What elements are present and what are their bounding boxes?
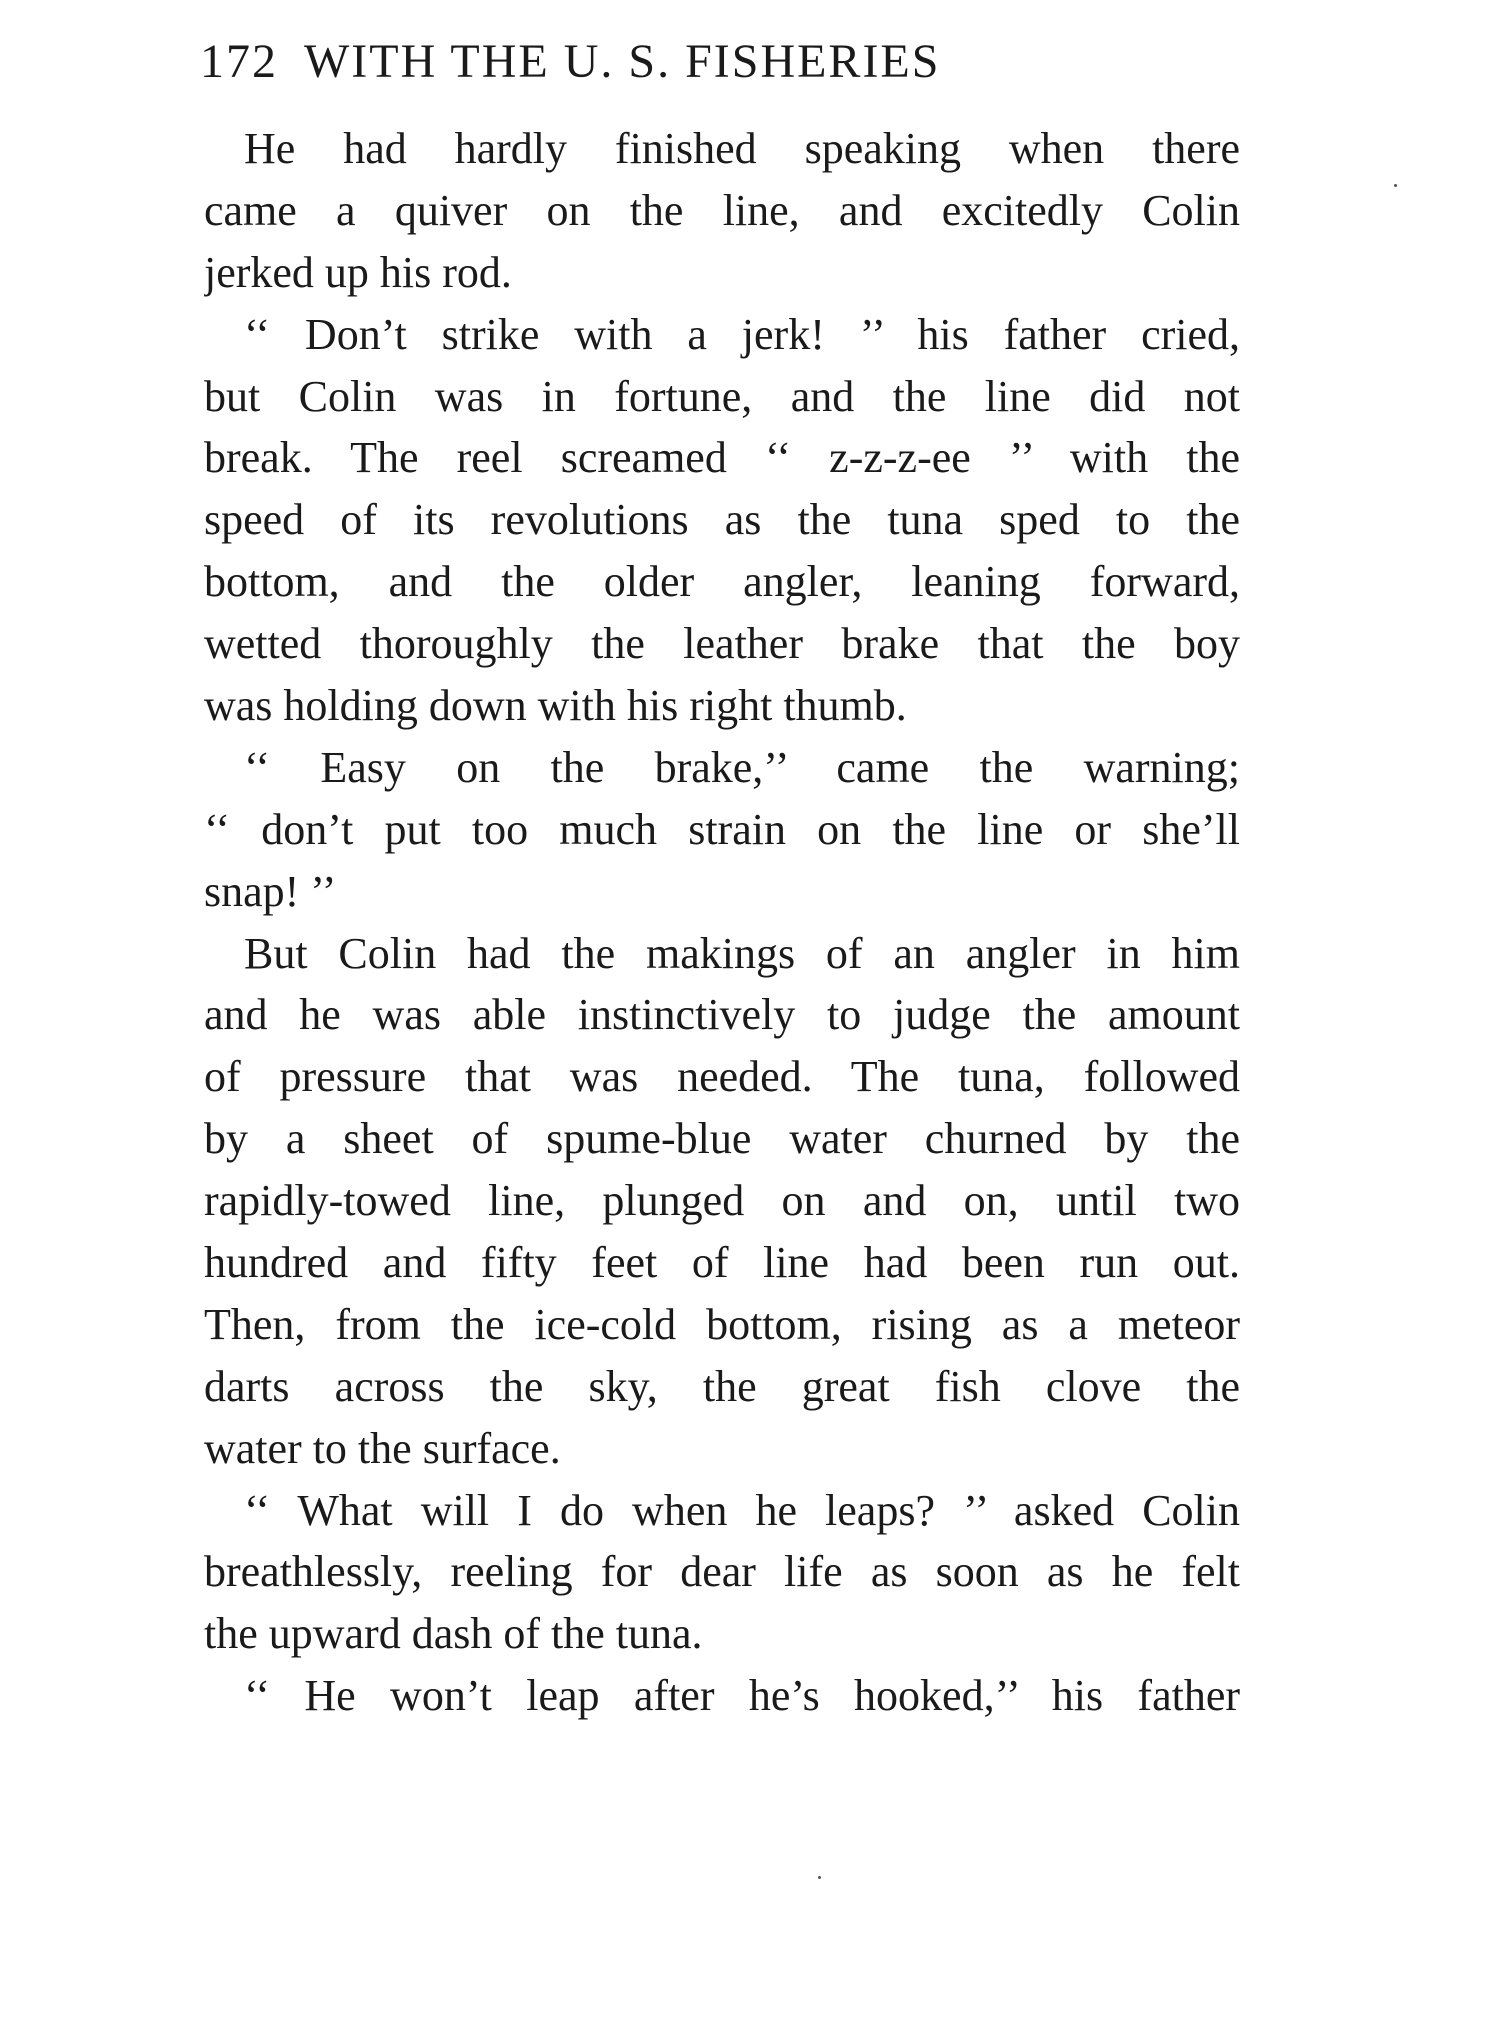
text-line: He had hardly finished speaking when there (244, 124, 1240, 173)
body-text (204, 118, 1240, 1727)
text-line: speed of its revolutions as the tuna sped to the (204, 495, 1240, 545)
text-line: by a sheet of spume-blue water churned by the (204, 1114, 1240, 1164)
text-line: wetted thoroughly the leather brake that the boy (204, 619, 1240, 669)
text-line: but Colin was in fortune, and the line did not (204, 371, 1240, 421)
text-line: the upward dash of the tuna. (204, 1609, 703, 1659)
running-title: WITH THE U. S. FISHERIES (304, 35, 941, 88)
text-line: ‘‘ don’t put too much strain on the line or she’ll (204, 804, 1240, 854)
text-line: of pressure that was needed. The tuna, followed (204, 1052, 1240, 1102)
page-number: 172 (200, 35, 278, 88)
text-line: bottom, and the older angler, leaning forward, (204, 557, 1240, 607)
text-line: jerked up his rod. (204, 247, 512, 297)
running-head (200, 30, 1240, 94)
text-line: rapidly-towed line, plunged on and on, until two (204, 1176, 1240, 1226)
text-line: and he was able instinctively to judge the amount (204, 990, 1240, 1040)
text-line: ‘‘ Don’t strike with a jerk! ’’ his father cried, (244, 309, 1240, 359)
text-line: Then, from the ice-cold bottom, rising as a meteor (204, 1299, 1240, 1349)
text-line: was holding down with his right thumb. (204, 681, 907, 731)
text-line: came a quiver on the line, and excitedly Colin (204, 185, 1240, 235)
text-line: darts across the sky, the great fish clove the (204, 1361, 1240, 1411)
text-line: water to the surface. (204, 1423, 561, 1473)
paper-speck (818, 1876, 821, 1879)
text-line: ‘‘ What will I do when he leaps? ’’ asked Colin (244, 1485, 1240, 1535)
text-line: snap! ’’ (204, 866, 337, 916)
text-line: break. The reel screamed ‘‘ z-z-z-ee ’’ with the (204, 433, 1240, 483)
text-line: ‘‘ He won’t leap after he’s hooked,’’ his father (244, 1671, 1240, 1721)
text-line: hundred and fifty feet of line had been run out. (204, 1238, 1240, 1288)
text-line: But Colin had the makings of an angler in him (244, 928, 1240, 978)
text-line: ‘‘ Easy on the brake,’’ came the warning; (244, 742, 1240, 792)
paper-speck (1394, 184, 1397, 187)
text-line: breathlessly, reeling for dear life as soon as he felt (204, 1547, 1240, 1597)
